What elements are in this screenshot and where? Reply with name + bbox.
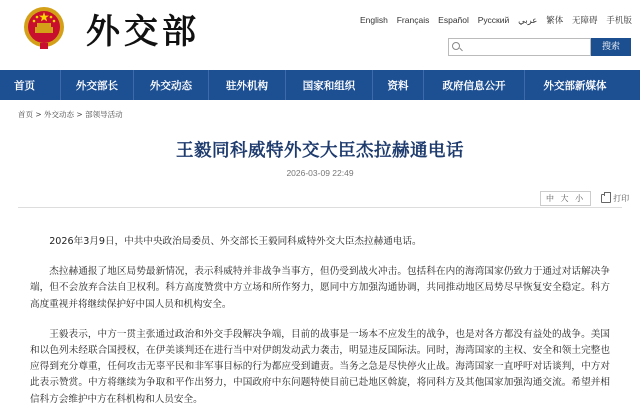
printer-icon[interactable] (601, 194, 611, 203)
nav-home[interactable]: 首页 (14, 79, 35, 92)
article-paragraph: 杰拉赫通报了地区局势最新情况，表示科威特并非战争当事方，但仍受到战火冲击。包括科在内的海湾国家仍致力于通过对话解决争端，但不会放弃合法自卫权利。科方高度赞赏中方立场和所作努力，愿同中方加强沟通协调，共同推动地区局势尽早恢复安全稳定。科方高度重视并将继续保护好中国人员和机构安全。 (30, 266, 610, 310)
nav-countries-orgs[interactable]: 国家和组织 (302, 79, 356, 92)
lang-english[interactable]: English (360, 15, 388, 25)
article-paragraph: 王毅表示，中方一贯主张通过政治和外交手段解决争端，目前的战事是一场本不应发生的战争，也是对各方都没有益处的战争。美国和以色列未经联合国授权，在伊美谈判还在进行当中对伊朗发动武力袭击，明显违反国际法。同时，海湾国家的主权、安全和领土完整也应得到充分尊重，任何攻击无辜平民和非军事目标的行为都应受到谴责。当务之急是尽快停火止战。海湾国家一直呼吁对话谈判，中方对此表示赞赏。中方将继续为争取和平作出努力，中国政府中东问题特使目前已赴地区斡旋，将同科方及其他国家加强沟通交流。希望并相信科方会维护中方在科机构和人员安全。 (30, 328, 610, 405)
search-bar (448, 38, 631, 56)
divider (18, 207, 622, 208)
lang-french[interactable]: Français (396, 15, 430, 25)
article-body (30, 234, 610, 410)
print-button[interactable]: 打印 (613, 194, 630, 203)
lang-spanish[interactable]: Español (438, 15, 469, 25)
lang-russian[interactable]: Русский (477, 15, 510, 25)
nav-minister[interactable]: 外交部长 (76, 79, 118, 92)
national-emblem-icon[interactable] (22, 5, 66, 51)
site-logo[interactable]: 外交部 (86, 12, 200, 52)
search-button[interactable]: 搜索 (591, 38, 631, 56)
language-bar (360, 14, 632, 26)
article-paragraph: 2026年3月9日，中共中央政治局委员、外交部长王毅同科威特外交大臣杰拉赫通电话。 (49, 236, 422, 247)
article-title: 王毅同科威特外交大臣杰拉赫通电话 (176, 141, 464, 161)
nav-diplomatic-news[interactable]: 外交动态 (150, 79, 192, 92)
nav-resources[interactable]: 资料 (387, 79, 409, 92)
site-header (0, 0, 640, 70)
search-icon (452, 42, 460, 50)
lang-arabic[interactable]: عربي (518, 14, 538, 25)
nav-missions[interactable]: 驻外机构 (226, 79, 268, 92)
nav-new-media[interactable]: 外交部新媒体 (543, 79, 607, 92)
search-input[interactable] (448, 38, 591, 56)
article-tools (540, 191, 629, 206)
main-nav (0, 70, 640, 100)
breadcrumb[interactable]: 首页 > 外交动态 > 部领导活动 (18, 110, 123, 119)
font-size-selector[interactable]: 中 大 小 (540, 191, 591, 206)
article-date: 2026-03-09 22:49 (286, 168, 354, 178)
nav-gov-info[interactable]: 政府信息公开 (442, 79, 506, 92)
lang-traditional[interactable]: 繁体 (546, 15, 564, 25)
mobile-version-link[interactable]: 手机版 (606, 15, 632, 25)
accessibility-link[interactable]: 无障碍 (572, 15, 598, 25)
